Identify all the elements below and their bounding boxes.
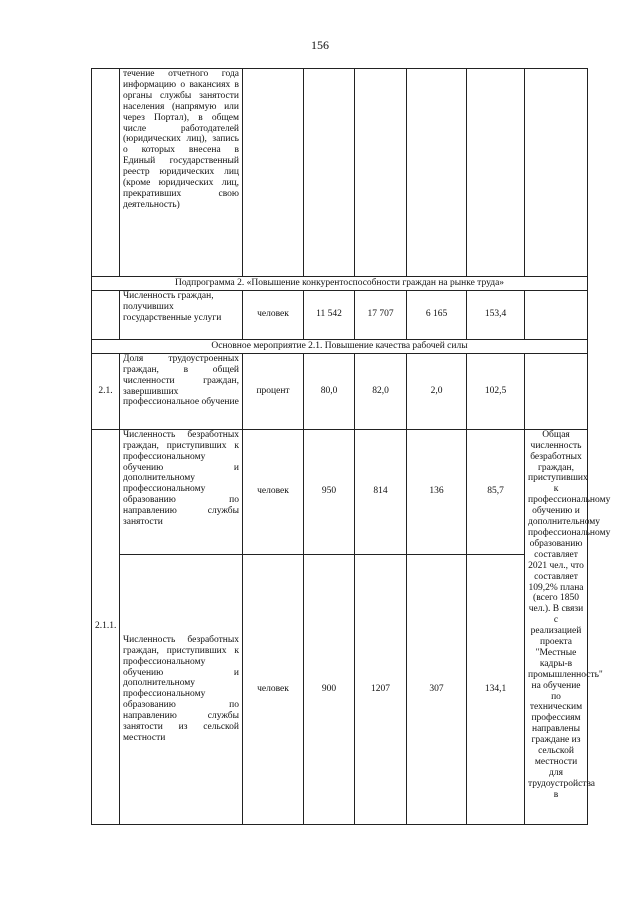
deviation-cell: 307 <box>407 554 467 824</box>
plan-cell: 80,0 <box>304 353 355 429</box>
subprogram-row <box>92 277 588 291</box>
percent-cell: 102,5 <box>467 353 525 429</box>
main-event-title: Основное мероприятие 2.1. Повышение качества рабочей силы <box>92 339 588 353</box>
table-row <box>92 554 588 824</box>
report-table <box>91 68 611 825</box>
subprogram-title: Подпрограмма 2. «Повышение конкурентоспособности граждан на рынке труда» <box>92 277 588 291</box>
fact-cell: 82,0 <box>355 353 407 429</box>
percent-cell: 85,7 <box>467 429 525 554</box>
percent-cell: 134,1 <box>467 554 525 824</box>
indicator-text: течение отчетного года информацию о вакансиях в органы службы занятости населения (напрямую или через Портал), в общем числе работодателей (юридических лиц), запись о которых внесена в Единый государственный реестр юридических лиц (кроме юридических лиц, прекративших свою деятельность) <box>120 69 243 277</box>
fact-cell: 17 707 <box>355 290 407 339</box>
unit-cell: процент <box>243 353 304 429</box>
plan-cell: 11 542 <box>304 290 355 339</box>
indicator-text: Численность безработных граждан, приступивших к профессиональному обучению и дополнительному профессиональному образованию по направлению службы занятости <box>120 429 243 554</box>
indicator-text: Доля трудоустроенных граждан, в общей численности граждан, завершивших профессиональное обучение <box>120 353 243 429</box>
deviation-cell: 2,0 <box>407 353 467 429</box>
fact-cell: 814 <box>355 429 407 554</box>
main-event-row <box>92 339 588 353</box>
indicator-text: Численность граждан, получивших государственные услуги <box>120 290 243 339</box>
unit-cell: человек <box>243 290 304 339</box>
percent-cell: 153,4 <box>467 290 525 339</box>
indicator-text: Численность безработных граждан, приступивших к профессиональному обучению и дополнительному профессиональному образованию по направлению службы занятости из сельской местности <box>120 554 243 824</box>
table-row <box>92 290 588 339</box>
table-row <box>92 429 588 554</box>
table-row <box>92 353 588 429</box>
unit-cell: человек <box>243 429 304 554</box>
row-number: 2.1.1. <box>92 429 120 824</box>
fact-cell: 1207 <box>355 554 407 824</box>
unit-cell: человек <box>243 554 304 824</box>
page-number: 156 <box>311 38 329 52</box>
deviation-cell: 136 <box>407 429 467 554</box>
row-number: 2.1. <box>92 353 120 429</box>
note-cell: Общая численность безработных граждан, приступивших к профессиональному обучению и дополнительному профессиональному образованию составляет 2021 чел., что составляет 109,2% плана (всего 1850 чел.). В связи с реализацией проекта "Местные кадры-в промышленность" на обучение по техническим профессиям направлены граждане из сельской местности для трудоустройства в <box>525 429 588 824</box>
table-row <box>92 69 588 277</box>
plan-cell: 900 <box>304 554 355 824</box>
deviation-cell: 6 165 <box>407 290 467 339</box>
plan-cell: 950 <box>304 429 355 554</box>
